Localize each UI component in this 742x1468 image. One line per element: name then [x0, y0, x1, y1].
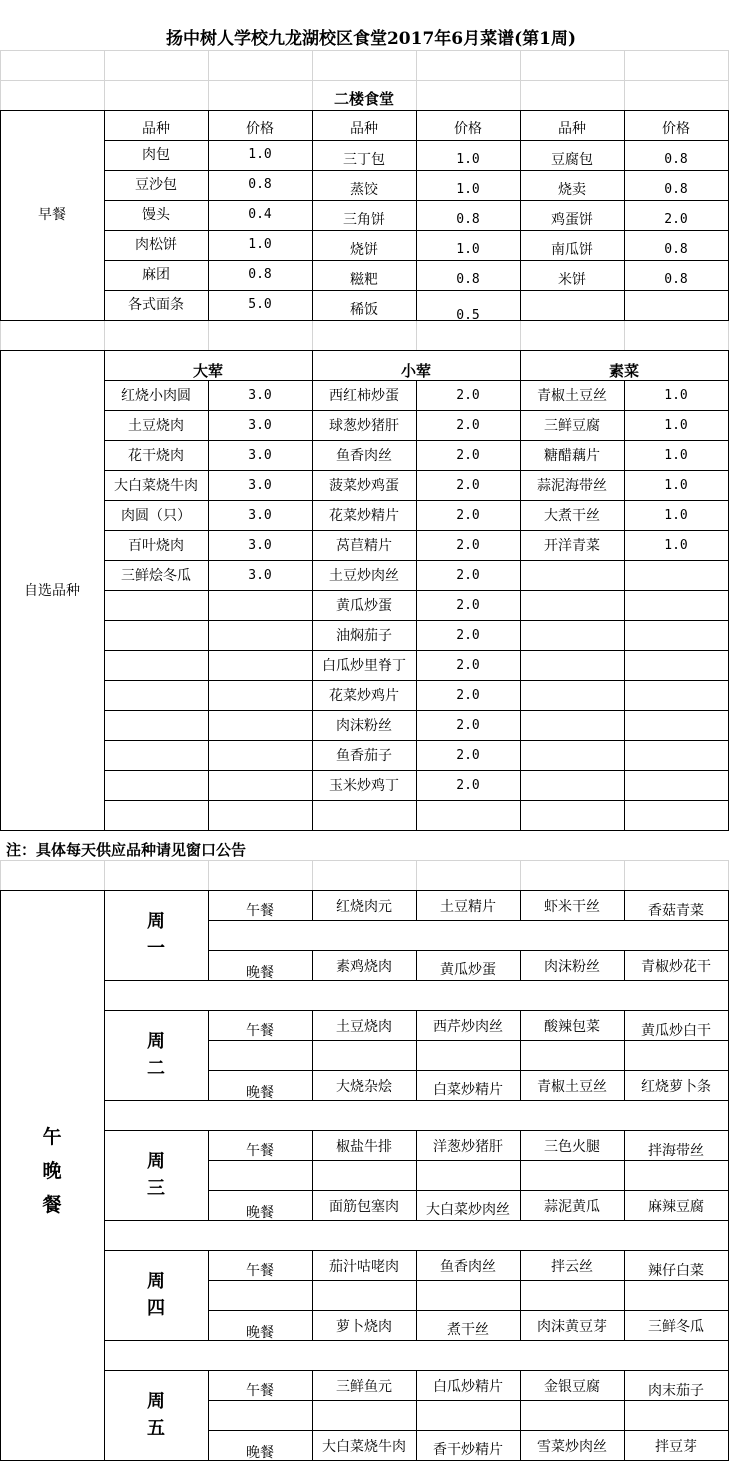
selection-item-name: 糖醋藕片: [544, 448, 600, 464]
selection-item-price: 3.0: [248, 388, 272, 403]
meals-label-char-3: 餐: [42, 1194, 62, 1216]
breakfast-header: 品种: [350, 121, 378, 137]
grid-vline: [104, 320, 105, 351]
breakfast-item-price: 5.0: [248, 297, 272, 312]
footnote: 注：具体每天供应品种请见窗口公告: [6, 841, 247, 859]
dinner-dish: 肉沫黄豆芽: [537, 1319, 607, 1335]
grid-hline: [208, 1190, 729, 1191]
grid-vline: [312, 1400, 313, 1431]
breakfast-item-name: 糍粑: [350, 272, 378, 288]
day-label: [104, 1388, 208, 1442]
grid-vline: [624, 320, 625, 351]
breakfast-item-name: 豆腐包: [551, 152, 593, 168]
selection-item-price: 2.0: [456, 598, 480, 613]
grid-hline: [208, 1310, 729, 1311]
selection-item-price: 2.0: [456, 778, 480, 793]
selection-label: 自选品种: [24, 583, 80, 599]
selection-item-price: 2.0: [456, 718, 480, 733]
lunch-dish: 洋葱炒猪肝: [433, 1139, 503, 1155]
dinner-dish: 香干炒精片: [433, 1442, 503, 1458]
meals-label: [30, 1120, 74, 1222]
breakfast-item-name: 三丁包: [343, 152, 385, 168]
grid-vline: [0, 860, 1, 891]
dinner-label: 晚餐: [246, 965, 274, 981]
lunch-dish: 鱼香肉丝: [440, 1259, 496, 1275]
grid-hline: [208, 950, 729, 951]
dinner-label: 晚餐: [246, 1445, 274, 1461]
selection-item-price: 1.0: [664, 478, 688, 493]
lunch-dish: 土豆精片: [440, 899, 496, 915]
selection-item-name: 花菜炒精片: [329, 508, 399, 524]
selection-item-price: 1.0: [664, 538, 688, 553]
grid-vline: [624, 860, 625, 891]
grid-vline: [520, 1400, 521, 1431]
breakfast-item-name: 馒头: [142, 207, 170, 223]
grid-vline: [416, 1160, 417, 1191]
selection-item-price: 2.0: [456, 388, 480, 403]
breakfast-header: 价格: [246, 121, 274, 137]
dinner-dish: 雪菜炒肉丝: [537, 1439, 607, 1455]
dinner-dish: 黄瓜炒蛋: [440, 962, 496, 978]
lunch-dish: 土豆烧肉: [336, 1019, 392, 1035]
lunch-dish: 虾米干丝: [544, 899, 600, 915]
selection-item-name: 青椒土豆丝: [537, 388, 607, 404]
selection-item-name: 红烧小肉圆: [121, 388, 191, 404]
breakfast-item-name: 鸡蛋饼: [551, 212, 593, 228]
grid-vline: [728, 320, 729, 351]
selection-item-price: 1.0: [664, 448, 688, 463]
dinner-dish: 煮干丝: [447, 1322, 489, 1338]
dinner-dish: 拌豆芽: [655, 1439, 697, 1455]
grid-vline: [0, 320, 1, 351]
selection-item-name: 三鲜烩冬瓜: [121, 568, 191, 584]
selection-item-price: 2.0: [456, 658, 480, 673]
lunch-dish: 西芹炒肉丝: [433, 1019, 503, 1035]
dinner-label: 晚餐: [246, 1325, 274, 1341]
selection-item-price: 2.0: [456, 448, 480, 463]
day-label-char: 周: [147, 1031, 165, 1052]
meals-label-char-1: 午: [42, 1126, 62, 1148]
lunch-label: 午餐: [246, 1023, 274, 1039]
dinner-dish: 大白菜烧牛肉: [322, 1439, 406, 1455]
day-label-char: 五: [147, 1418, 165, 1439]
grid-hline: [0, 80, 729, 81]
selection-item-price: 1.0: [664, 418, 688, 433]
selection-header: 素菜: [608, 362, 639, 380]
dinner-dish: 大烧杂烩: [336, 1079, 392, 1095]
breakfast-item-price: 1.0: [456, 242, 480, 257]
breakfast-item-name: 蒸饺: [350, 182, 378, 198]
lunch-dish: 拌海带丝: [648, 1143, 704, 1159]
meals-label-char-2: 晚: [42, 1160, 62, 1182]
lunch-label: 午餐: [246, 903, 274, 919]
selection-item-name: 花菜炒鸡片: [329, 688, 399, 704]
dinner-label: 晚餐: [246, 1205, 274, 1221]
grid-vline: [0, 890, 1, 1461]
lunch-label: 午餐: [246, 1143, 274, 1159]
breakfast-item-price: 0.8: [664, 152, 688, 167]
selection-item-name: 百叶烧肉: [128, 538, 184, 554]
grid-vline: [520, 860, 521, 891]
breakfast-item-price: 0.8: [248, 177, 272, 192]
dinner-dish: 素鸡烧肉: [336, 959, 392, 975]
breakfast-item-name: 稀饭: [350, 302, 378, 318]
lunch-dish: 辣仔白菜: [648, 1263, 704, 1279]
lunch-dish: 金银豆腐: [544, 1379, 600, 1395]
dinner-dish: 青椒炒花干: [641, 959, 711, 975]
grid-hline: [0, 110, 729, 111]
selection-item-price: 2.0: [456, 688, 480, 703]
breakfast-header: 价格: [662, 121, 690, 137]
day-label: [104, 1028, 208, 1082]
grid-vline: [416, 1280, 417, 1311]
grid-vline: [312, 860, 313, 891]
selection-item-name: 菠菜炒鸡蛋: [329, 478, 399, 494]
breakfast-item-price: 0.8: [664, 242, 688, 257]
dinner-dish: 蒜泥黄瓜: [544, 1199, 600, 1215]
day-label-char: 四: [147, 1298, 165, 1319]
selection-item-name: 鱼香肉丝: [336, 448, 392, 464]
lunch-dish: 红烧肉元: [336, 899, 392, 915]
lunch-dish: 肉末茄子: [648, 1383, 704, 1399]
breakfast-item-price: 0.8: [456, 272, 480, 287]
grid-vline: [416, 1040, 417, 1071]
selection-item-name: 开洋青菜: [544, 538, 600, 554]
day-label-char: 周: [147, 1391, 165, 1412]
grid-vline: [520, 1280, 521, 1311]
breakfast-item-price: 0.5: [456, 308, 480, 323]
grid-vline: [728, 860, 729, 891]
dinner-dish: 三鲜冬瓜: [648, 1319, 704, 1335]
grid-vline: [728, 890, 729, 1461]
selection-header: 小荤: [400, 362, 431, 380]
day-label: [104, 908, 208, 962]
grid-hline: [0, 350, 729, 351]
grid-vline: [520, 1160, 521, 1191]
breakfast-item-name: 三角饼: [343, 212, 385, 228]
breakfast-item-price: 0.4: [248, 207, 272, 222]
selection-item-price: 3.0: [248, 568, 272, 583]
grid-vline: [520, 320, 521, 351]
day-label-char: 周: [147, 911, 165, 932]
day-label: [104, 1268, 208, 1322]
breakfast-item-name: 南瓜饼: [551, 242, 593, 258]
selection-item-name: 三鲜豆腐: [544, 418, 600, 434]
breakfast-header: 品种: [558, 121, 586, 137]
selection-item-name: 黄瓜炒蛋: [336, 598, 392, 614]
grid-vline: [208, 860, 209, 891]
lunch-label: 午餐: [246, 1263, 274, 1279]
lunch-dish: 椒盐牛排: [336, 1139, 392, 1155]
grid-vline: [312, 1280, 313, 1311]
selection-item-name: 蒜泥海带丝: [537, 478, 607, 494]
grid-vline: [312, 1160, 313, 1191]
breakfast-item-name: 各式面条: [128, 297, 184, 313]
selection-item-name: 肉沫粉丝: [336, 718, 392, 734]
breakfast-item-price: 0.8: [248, 267, 272, 282]
day-label-char: 二: [147, 1058, 165, 1079]
breakfast-header: 价格: [454, 121, 482, 137]
selection-item-price: 2.0: [456, 628, 480, 643]
grid-hline: [0, 50, 729, 51]
selection-item-price: 2.0: [456, 418, 480, 433]
selection-item-name: 球葱炒猪肝: [329, 418, 399, 434]
selection-item-price: 2.0: [456, 538, 480, 553]
selection-item-price: 1.0: [664, 388, 688, 403]
breakfast-item-price: 1.0: [248, 147, 272, 162]
dinner-dish: 青椒土豆丝: [537, 1079, 607, 1095]
selection-item-name: 花干烧肉: [128, 448, 184, 464]
day-label-char: 周: [147, 1271, 165, 1292]
selection-item-price: 1.0: [664, 508, 688, 523]
breakfast-item-name: 烧饼: [350, 242, 378, 258]
dinner-dish: 白菜炒精片: [433, 1082, 503, 1098]
breakfast-item-name: 麻团: [142, 267, 170, 283]
breakfast-item-price: 0.8: [664, 182, 688, 197]
breakfast-item-name: 肉松饼: [135, 237, 177, 253]
day-label-char: 三: [147, 1178, 165, 1199]
breakfast-item-name: 米饼: [558, 272, 586, 288]
grid-vline: [104, 860, 105, 891]
dinner-dish: 大白菜炒肉丝: [426, 1202, 510, 1218]
lunch-dish: 白瓜炒精片: [433, 1379, 503, 1395]
breakfast-item-name: 烧卖: [558, 182, 586, 198]
grid-vline: [208, 320, 209, 351]
selection-item-price: 3.0: [248, 418, 272, 433]
dinner-dish: 面筋包塞肉: [329, 1199, 399, 1215]
dinner-dish: 麻辣豆腐: [648, 1199, 704, 1215]
selection-item-name: 鱼香茄子: [336, 748, 392, 764]
dinner-label: 晚餐: [246, 1085, 274, 1101]
dinner-dish: 肉沫粉丝: [544, 959, 600, 975]
selection-item-name: 大煮干丝: [544, 508, 600, 524]
grid-vline: [520, 1040, 521, 1071]
grid-hline: [0, 830, 729, 831]
breakfast-item-name: 豆沙包: [135, 177, 177, 193]
lunch-dish: 黄瓜炒白干: [641, 1023, 711, 1039]
selection-item-name: 油焖茄子: [336, 628, 392, 644]
grid-vline: [312, 1040, 313, 1071]
page-title: 扬中树人学校九龙湖校区食堂2017年6月菜谱(第1周): [165, 29, 577, 49]
selection-item-price: 2.0: [456, 478, 480, 493]
selection-item-name: 土豆炒肉丝: [329, 568, 399, 584]
grid-vline: [728, 110, 729, 321]
day-label-char: 一: [147, 938, 165, 959]
grid-hline: [208, 1430, 729, 1431]
lunch-dish: 拌云丝: [551, 1259, 593, 1275]
breakfast-item-name: 肉包: [142, 147, 170, 163]
floor-heading: 二楼食堂: [333, 90, 394, 108]
selection-item-price: 3.0: [248, 448, 272, 463]
selection-item-price: 2.0: [456, 748, 480, 763]
grid-vline: [416, 860, 417, 891]
selection-item-name: 肉圆（只）: [121, 508, 191, 524]
breakfast-item-price: 2.0: [664, 212, 688, 227]
breakfast-header: 品种: [142, 121, 170, 137]
selection-item-name: 莴苣精片: [336, 538, 392, 554]
selection-item-price: 3.0: [248, 508, 272, 523]
selection-item-name: 玉米炒鸡丁: [329, 778, 399, 794]
selection-item-name: 西红柿炒蛋: [329, 388, 399, 404]
breakfast-item-price: 1.0: [248, 237, 272, 252]
breakfast-item-price: 1.0: [456, 182, 480, 197]
grid-hline: [0, 890, 729, 891]
selection-item-name: 土豆烧肉: [128, 418, 184, 434]
breakfast-item-price: 1.0: [456, 152, 480, 167]
selection-item-price: 2.0: [456, 568, 480, 583]
day-label: [104, 1148, 208, 1202]
selection-item-name: 大白菜烧牛肉: [114, 478, 198, 494]
selection-item-price: 2.0: [456, 508, 480, 523]
breakfast-item-price: 0.8: [456, 212, 480, 227]
breakfast-label: 早餐: [38, 207, 66, 223]
lunch-dish: 三色火腿: [544, 1139, 600, 1155]
selection-item-price: 3.0: [248, 538, 272, 553]
lunch-label: 午餐: [246, 1383, 274, 1399]
selection-header: 大荤: [192, 362, 223, 380]
lunch-dish: 三鲜鱼元: [336, 1379, 392, 1395]
dinner-dish: 红烧萝卜条: [641, 1079, 711, 1095]
grid-hline: [208, 1070, 729, 1071]
selection-item-name: 白瓜炒里脊丁: [322, 658, 406, 674]
grid-vline: [416, 1400, 417, 1431]
lunch-dish: 酸辣包菜: [544, 1019, 600, 1035]
breakfast-item-price: 0.8: [664, 272, 688, 287]
lunch-dish: 茄汁咕咾肉: [329, 1259, 399, 1275]
dinner-dish: 萝卜烧肉: [336, 1319, 392, 1335]
selection-item-price: 3.0: [248, 478, 272, 493]
lunch-dish: 香菇青菜: [648, 903, 704, 919]
day-label-char: 周: [147, 1151, 165, 1172]
